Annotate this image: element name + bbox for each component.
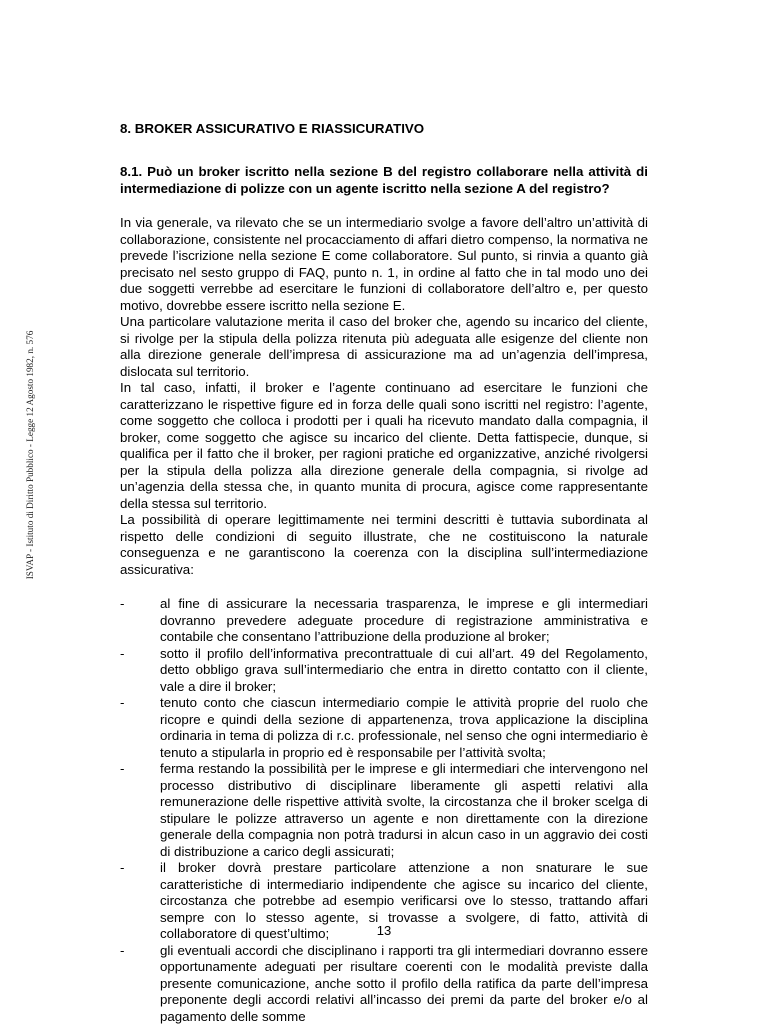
paragraph: In tal caso, infatti, il broker e l’agente continuano ad esercitare le funzioni che caratterizzano le rispettive figure ed in forza delle quali sono iscritti nel registro: l’agente, come soggetto che colloca i prodotti per i quali ha ricevuto mandato dalla compagnia, il broker, come soggetto che agisce su incarico del cliente. Detta fattispecie, dunque, si qualifica per il fatto che il broker, per ragioni pratiche ed organizzative, anziché rivolgersi per la stipula della polizza alla direzione generale della compagnia, si rivolge ad un’agenzia della stessa che, in quanto munita di procura, agisce come rappresentante della stessa sul territorio. xyxy=(120,380,648,512)
bullet-marker: - xyxy=(120,943,160,1025)
bullet-marker: - xyxy=(120,761,160,860)
list-item-text: gli eventuali accordi che disciplinano i rapporti tra gli intermediari dovranno essere opportunamente adeguati per risultare coerenti con le modalità previste dalla presente comunicazione, anche sotto il profilo della ratifica da parte dell’impresa preponente degli accordi relativi all’incasso dei premi da parte del broker e/o al pagamento delle somme xyxy=(160,943,648,1025)
list-item xyxy=(120,596,648,646)
conditions-list xyxy=(120,596,648,1025)
faq-question: 8.1. Può un broker iscritto nella sezione B del registro collaborare nella attività di intermediazione di polizze con un agente iscritto nella sezione A del registro? xyxy=(120,163,648,197)
answer-paragraphs xyxy=(120,215,648,578)
list-item xyxy=(120,695,648,761)
bullet-marker: - xyxy=(120,596,160,646)
list-item-text: tenuto conto che ciascun intermediario compie le attività proprie del ruolo che ricopre e quindi della sezione di appartenenza, trova applicazione la disciplina ordinaria in tema di polizza di r.c. professionale, nel senso che ogni intermediario è tenuto a stipularla in proprio ed è responsabile per l’attività svolta; xyxy=(160,695,648,761)
side-publisher-label: ISVAP - Istituto di Diritto Pubblico - Legge 12 Agosto 1982, n. 576 xyxy=(25,331,35,580)
bullet-marker: - xyxy=(120,860,160,943)
section-title: 8. BROKER ASSICURATIVO E RIASSICURATIVO xyxy=(120,121,648,137)
list-item-text: ferma restando la possibilità per le imprese e gli intermediari che intervengono nel processo distributivo di disciplinare liberamente gli aspetti relativi alla remunerazione delle rispettive attività svolte, la circostanza che il broker scelga di stipulare le polizze attraverso un agente e non direttamente con la direzione generale della compagnia non potrà tradursi in alcun caso in un aggravio dei costi di distribuzione a carico degli assicurati; xyxy=(160,761,648,860)
bullet-marker: - xyxy=(120,695,160,761)
bullet-marker: - xyxy=(120,646,160,696)
paragraph: In via generale, va rilevato che se un intermediario svolge a favore dell’altro un’attività di collaborazione, consistente nel procacciamento di affari dietro compenso, la normativa ne prevede l’iscrizione nella sezione E come collaboratore. Sul punto, si rinvia a quanto già precisato nel sesto gruppo di FAQ, punto n. 1, in ordine al fatto che in tal modo uno dei due soggetti verrebbe ad esercitare le funzioni di collaboratore dell’altro e, per questo motivo, dovrebbe essere iscritto nella sezione E. xyxy=(120,215,648,314)
page-content xyxy=(120,121,648,1025)
paragraph: La possibilità di operare legittimamente nei termini descritti è tuttavia subordinata al rispetto delle condizioni di seguito illustrate, che ne costituiscono la naturale conseguenza e ne garantiscono la coerenza con la disciplina sull’intermediazione assicurativa: xyxy=(120,512,648,578)
list-item-text: il broker dovrà prestare particolare attenzione a non snaturare le sue caratteristiche di intermediario indipendente che agisce su incarico del cliente, circostanza che potrebbe ad esempio verificarsi ove lo stesso, trattando affari sempre con lo stesso agente, si trovasse a svolgere, di fatto, attività di collaboratore di quest’ultimo; xyxy=(160,860,648,943)
list-item-text: al fine di assicurare la necessaria trasparenza, le imprese e gli intermediari dovranno prevedere adeguate procedure di registrazione amministrativa e contabile che consentano l’attribuzione della produzione al broker; xyxy=(160,596,648,646)
page-number: 13 xyxy=(0,923,768,938)
list-item xyxy=(120,646,648,696)
list-item xyxy=(120,943,648,1025)
paragraph: Una particolare valutazione merita il caso del broker che, agendo su incarico del cliente, si rivolge per la stipula della polizza ritenuta più adeguata alle esigenze del cliente non alla direzione generale dell’impresa di assicurazione ma ad un’agenzia dell’impresa, dislocata sul territorio. xyxy=(120,314,648,380)
list-item-text: sotto il profilo dell’informativa precontrattuale di cui all’art. 49 del Regolamento, detto obbligo grava sull’intermediario che entra in diretto contatto con il cliente, vale a dire il broker; xyxy=(160,646,648,696)
list-item xyxy=(120,761,648,860)
